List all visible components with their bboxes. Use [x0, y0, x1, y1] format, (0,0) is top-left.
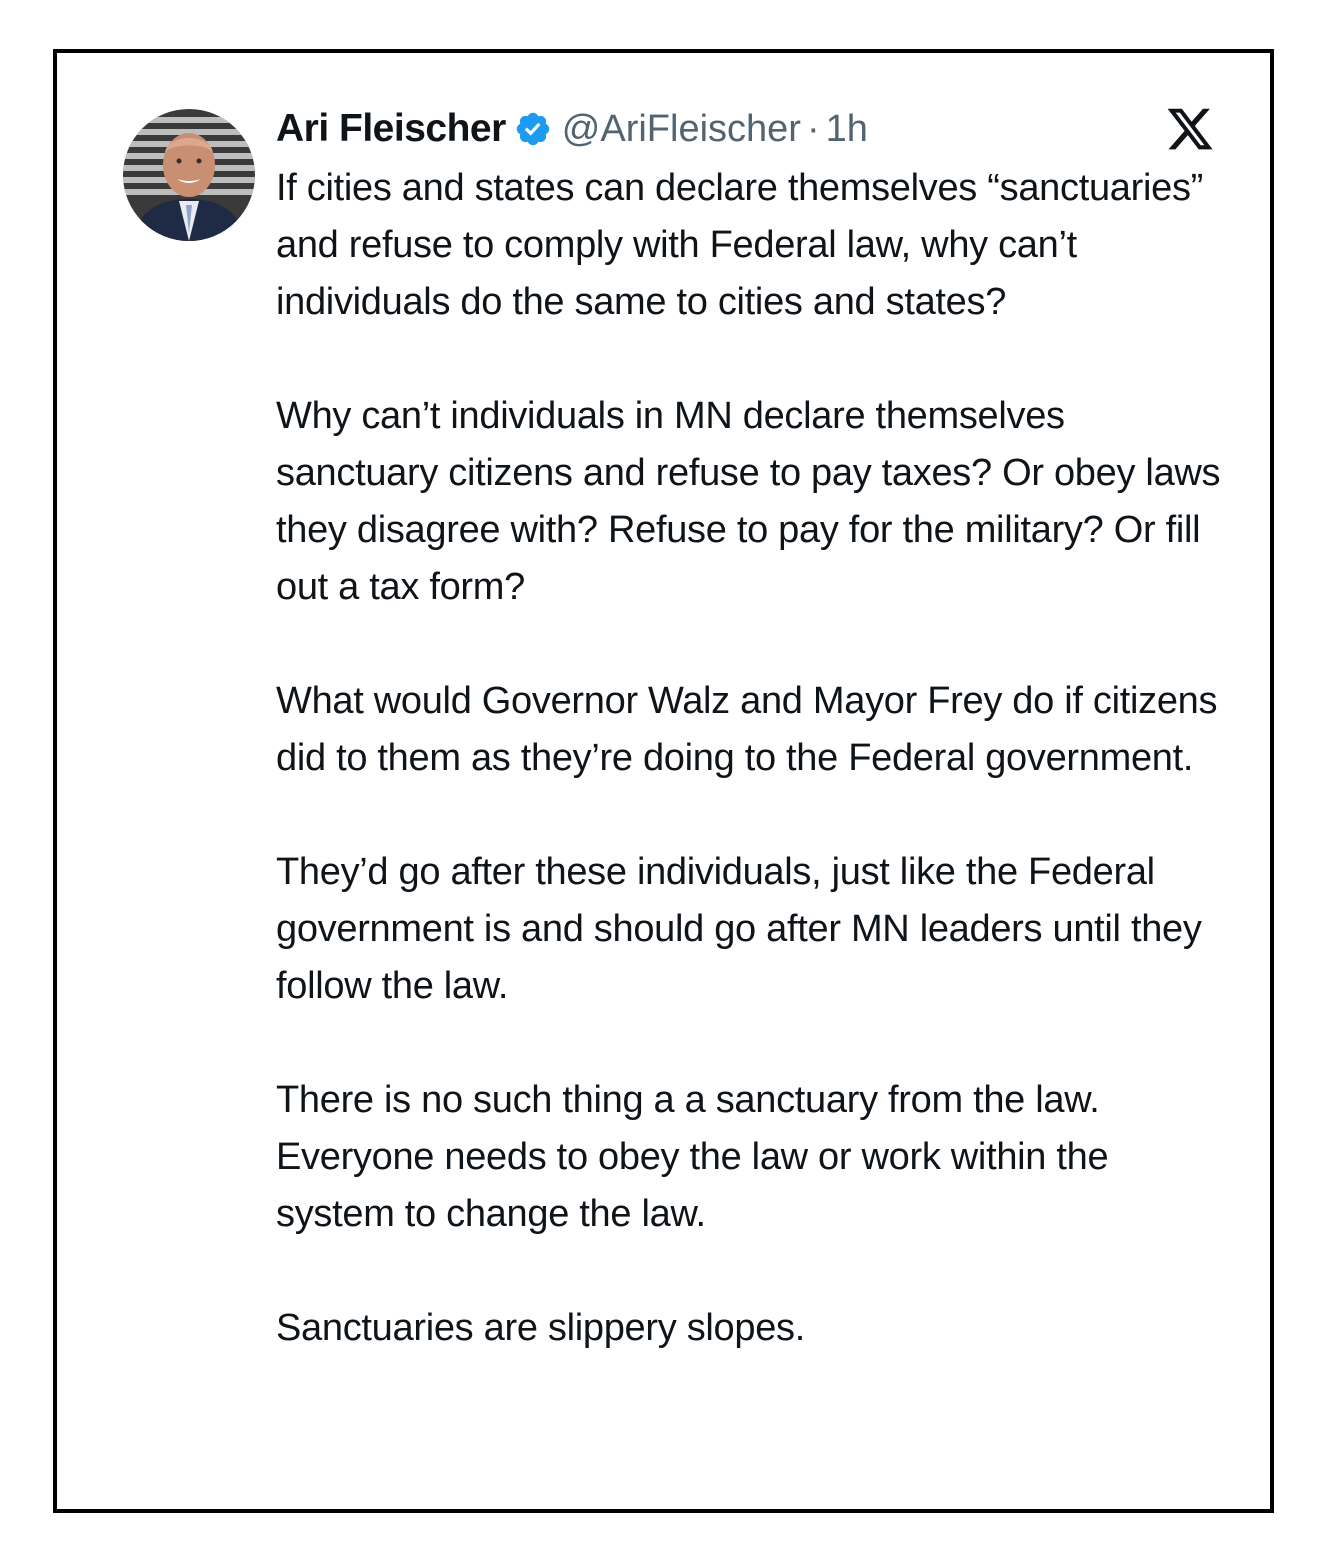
x-logo-icon	[1165, 104, 1215, 154]
author-name[interactable]: Ari Fleischer	[276, 107, 506, 150]
tweet-header	[276, 103, 868, 155]
tweet-paragraph: Sanctuaries are slippery slopes.	[276, 1307, 806, 1349]
tweet-paragraph: If cities and states can declare themselves “sanctuaries” and refuse to comply with Federal law, why can’t individuals do the same to cities and states?	[276, 167, 1204, 323]
timestamp[interactable]: 1h	[825, 107, 868, 150]
tweet-text	[276, 160, 1236, 1357]
tweet-card	[53, 49, 1274, 1513]
tweet-paragraph: What would Governor Walz and Mayor Frey do if citizens did to them as they’re doing to the Federal government.	[276, 680, 1218, 779]
verified-badge-icon	[514, 110, 552, 148]
author-handle[interactable]: @AriFleischer	[561, 107, 801, 150]
tweet-paragraph: Why can’t individuals in MN declare themselves sanctuary citizens and refuse to pay taxes? Or obey laws they disagree with? Refuse to pay for the military? Or fill out a tax form?	[276, 395, 1221, 608]
tweet-paragraph: There is no such thing a a sanctuary from the law. Everyone needs to obey the law or work within the system to change the law.	[276, 1079, 1109, 1235]
avatar-photo	[123, 109, 255, 241]
tweet-paragraph: They’d go after these individuals, just like the Federal government is and should go after MN leaders until they follow the law.	[276, 851, 1202, 1007]
separator-dot: ·	[806, 107, 820, 150]
avatar[interactable]	[123, 109, 255, 241]
